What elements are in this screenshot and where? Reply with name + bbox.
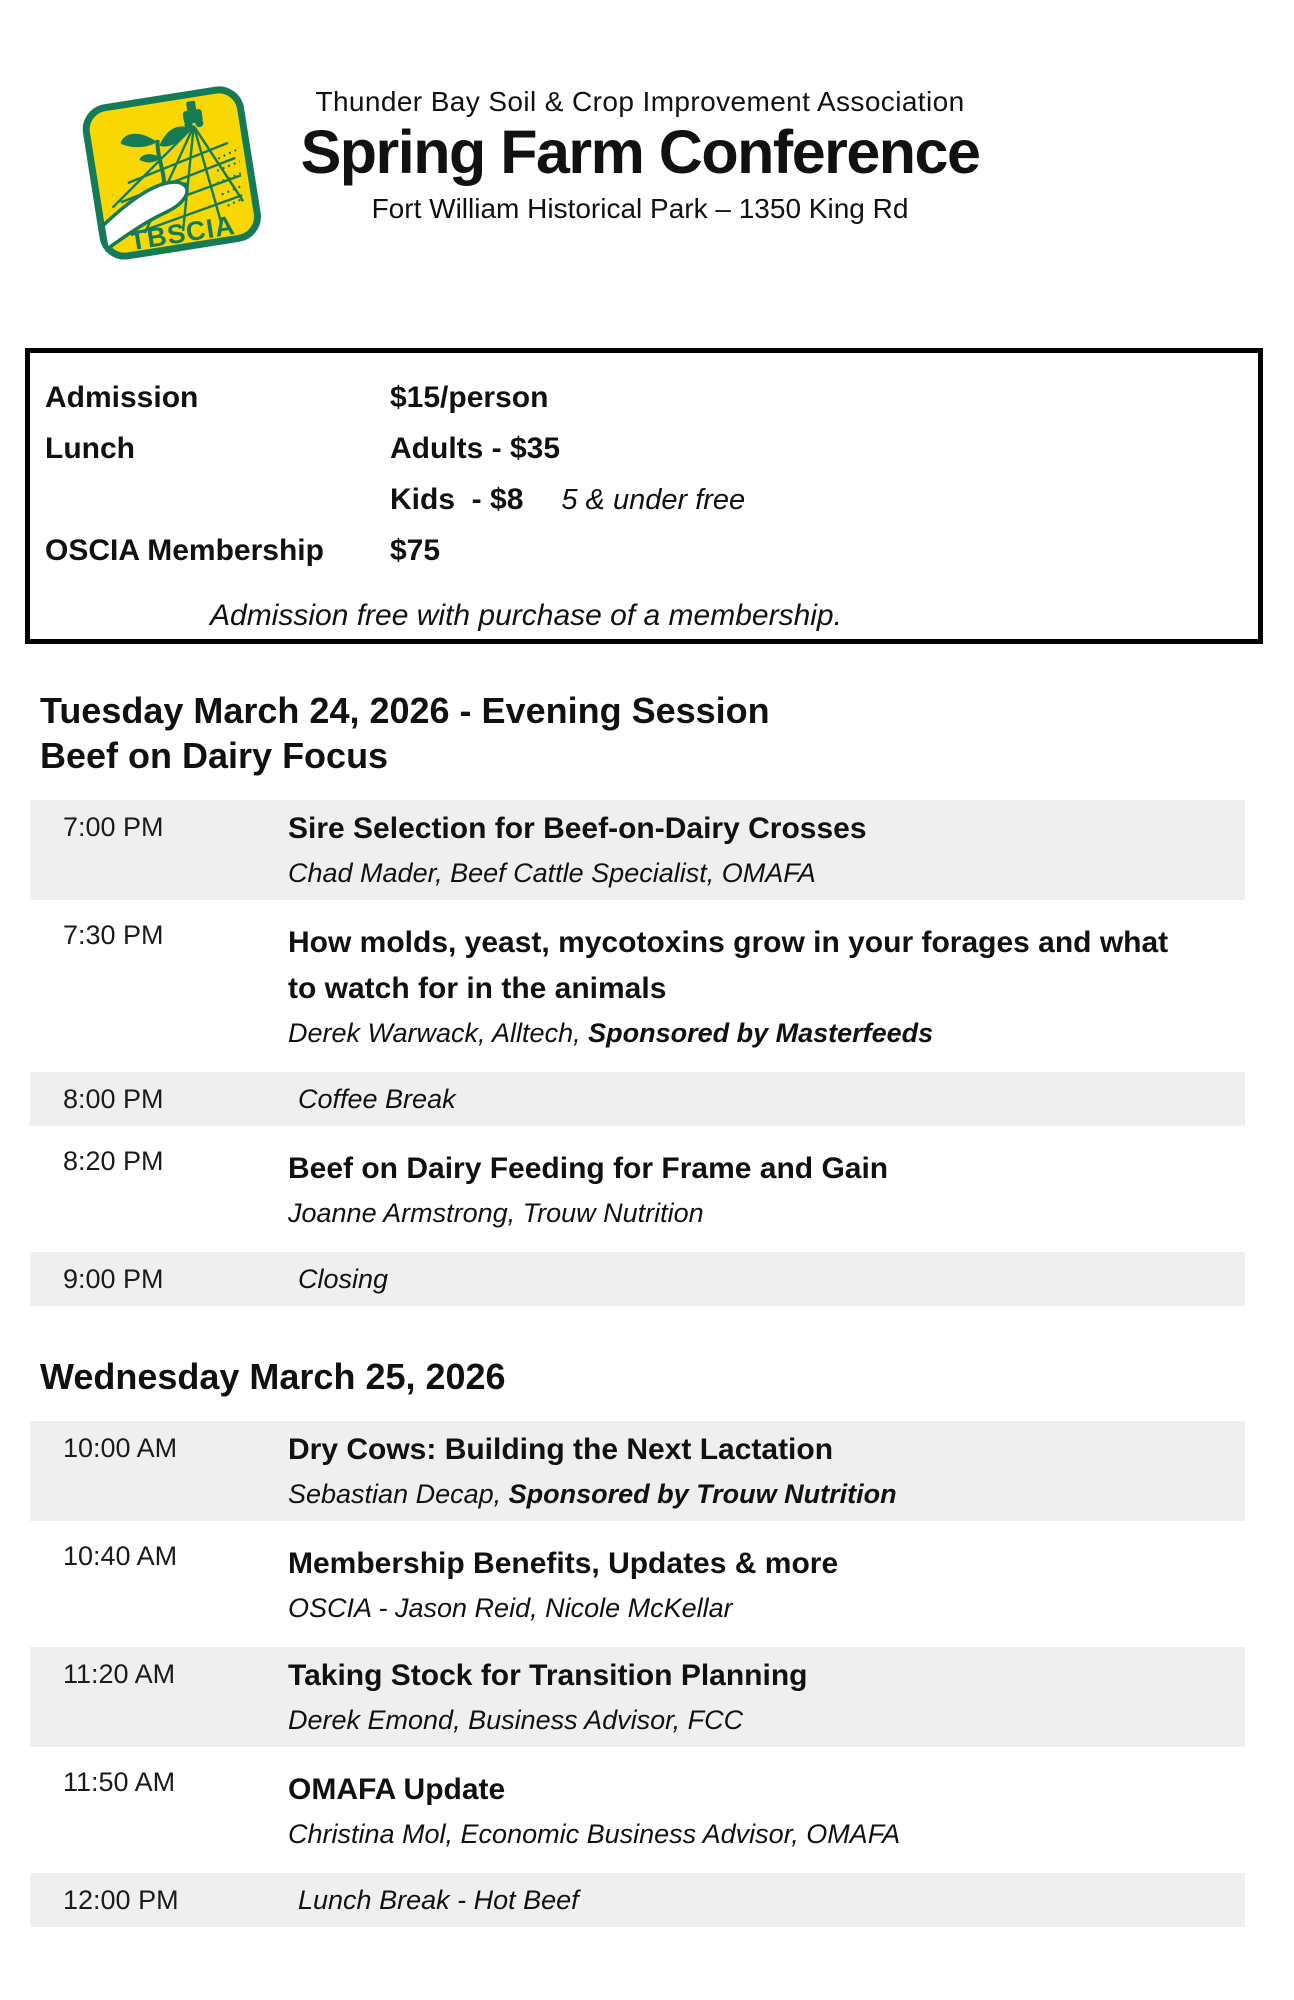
talk xyxy=(288,1252,1245,1306)
schedule-row xyxy=(30,1755,1245,1865)
talk xyxy=(288,1134,1245,1244)
talk xyxy=(288,1873,1245,1927)
speaker-text: OSCIA - Jason Reid, Nicole McKellar xyxy=(288,1593,733,1623)
talk-speaker xyxy=(288,1012,1230,1054)
pricing-footnote: Admission free with purchase of a membership. xyxy=(210,599,842,632)
schedule-row-break xyxy=(30,1252,1245,1306)
talk-speaker xyxy=(288,852,1230,894)
talk-speaker xyxy=(288,1813,1230,1855)
venue-address: Fort William Historical Park – 1350 King Rd xyxy=(371,193,909,225)
break-label: Coffee Break xyxy=(298,1084,456,1114)
session-time: 8:20 PM xyxy=(63,1146,164,1176)
talk-title: Dry Cows: Building the Next Lactation xyxy=(288,1433,834,1466)
price-value: Adults - $35 xyxy=(390,432,561,465)
header-text xyxy=(284,80,996,225)
talk xyxy=(288,908,1245,1064)
page-title: Spring Farm Conference xyxy=(300,118,980,186)
talk-title: How molds, yeast, mycotoxins grow in your forages and what to watch for in the animals xyxy=(288,926,1169,1005)
talk-speaker xyxy=(288,1473,1230,1515)
talk-title: Sire Selection for Beef-on-Dairy Crosses xyxy=(288,812,867,845)
price-label: Admission xyxy=(45,381,199,414)
break-label: Closing xyxy=(298,1264,389,1294)
talk xyxy=(288,1421,1245,1521)
talk xyxy=(288,1755,1245,1865)
schedule-row xyxy=(30,1647,1245,1747)
session-rows xyxy=(30,1421,1245,1927)
schedule-row xyxy=(30,1529,1245,1639)
session-time: 10:40 AM xyxy=(63,1541,178,1571)
logo-acronym: TBSCIA xyxy=(127,209,238,257)
session-time: 11:20 AM xyxy=(63,1659,176,1689)
session-rows xyxy=(30,800,1245,1306)
talk xyxy=(288,1647,1245,1747)
speaker-text: Chad Mader, Beef Cattle Specialist, OMAFA xyxy=(288,858,816,888)
session-time: 9:00 PM xyxy=(63,1264,164,1294)
price-note: 5 & under free xyxy=(561,484,746,516)
session-time: 12:00 PM xyxy=(63,1885,179,1915)
schedule-row xyxy=(30,1421,1245,1521)
talk-title: Beef on Dairy Feeding for Frame and Gain xyxy=(288,1152,889,1185)
talk-title: Membership Benefits, Updates & more xyxy=(288,1547,839,1580)
price-label: OSCIA Membership xyxy=(45,534,324,567)
schedule-row xyxy=(30,800,1245,900)
speaker-text: Derek Warwack, Alltech, xyxy=(288,1018,589,1048)
speaker-text: Derek Emond, Business Advisor, FCC xyxy=(288,1705,744,1735)
talk-title: Taking Stock for Transition Planning xyxy=(288,1659,808,1692)
schedule-row-break xyxy=(30,1072,1245,1126)
speaker-sponsor-text: Sponsored by Trouw Nutrition xyxy=(508,1479,897,1509)
session-tuesday xyxy=(0,688,1294,1306)
talk-title: OMAFA Update xyxy=(288,1773,506,1806)
price-row-admission xyxy=(45,381,1238,432)
header xyxy=(70,80,996,268)
session-subheading: Beef on Dairy Focus xyxy=(40,735,389,776)
price-row-kids xyxy=(45,483,1238,534)
talk xyxy=(288,1529,1245,1639)
talk xyxy=(288,800,1245,900)
talk-speaker xyxy=(288,1699,1230,1741)
speaker-text: Christina Mol, Economic Business Advisor, OMAFA xyxy=(288,1819,901,1849)
speaker-sponsor-text: Sponsored by Masterfeeds xyxy=(588,1018,934,1048)
tbscia-logo-graphic xyxy=(70,80,274,268)
talk xyxy=(288,1072,1245,1126)
session-time: 11:50 AM xyxy=(63,1767,176,1797)
speaker-text: Sebastian Decap, xyxy=(288,1479,509,1509)
talk-speaker xyxy=(288,1192,1230,1234)
schedule xyxy=(0,644,1294,1927)
schedule-row xyxy=(30,908,1245,1064)
price-label: Lunch xyxy=(45,432,135,465)
session-time: 8:00 PM xyxy=(63,1084,164,1114)
pricing-box xyxy=(25,348,1263,644)
session-heading: Tuesday March 24, 2026 - Evening Session xyxy=(40,690,770,731)
speaker-text: Joanne Armstrong, Trouw Nutrition xyxy=(288,1198,704,1228)
price-value: $15/person xyxy=(390,381,549,414)
schedule-row-break xyxy=(30,1873,1245,1927)
price-value: Kids - $8 xyxy=(390,483,524,516)
session-time: 7:30 PM xyxy=(63,920,164,950)
schedule-row xyxy=(30,1134,1245,1244)
session-time: 10:00 AM xyxy=(63,1433,178,1463)
break-label: Lunch Break - Hot Beef xyxy=(298,1885,579,1915)
price-row-lunch xyxy=(45,432,1238,483)
price-row-membership xyxy=(45,534,1238,585)
talk-speaker xyxy=(288,1587,1230,1629)
session-heading: Wednesday March 25, 2026 xyxy=(40,1356,506,1397)
session-wednesday xyxy=(0,1354,1294,1927)
session-time: 7:00 PM xyxy=(63,812,164,842)
organization-name: Thunder Bay Soil & Crop Improvement Association xyxy=(315,86,965,117)
price-value: $75 xyxy=(390,534,441,567)
tbscia-logo xyxy=(70,80,274,268)
